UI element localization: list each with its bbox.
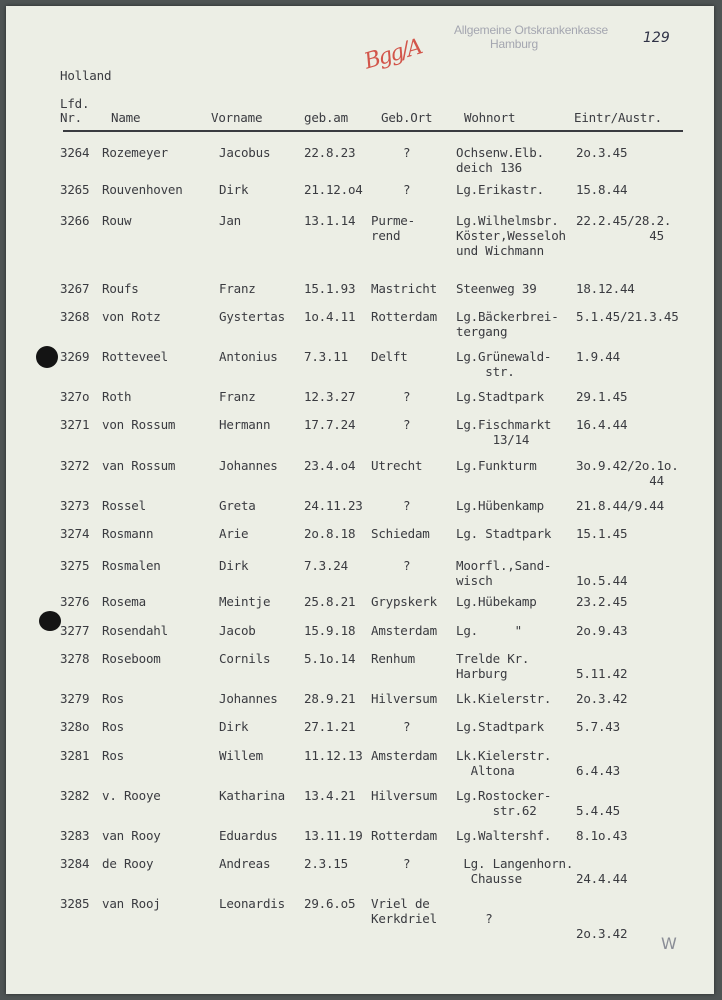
cell-geb: 5.1o.14 <box>304 651 356 666</box>
cell-ort: ? <box>403 389 411 404</box>
ink-blot <box>36 346 58 368</box>
ink-blot <box>39 611 61 631</box>
cell-nr: 327o <box>60 389 90 404</box>
cell-eintr: 1.9.44 <box>576 349 620 364</box>
col-nr: Nr. <box>60 110 82 125</box>
cell-eintr: 24.4.44 <box>576 871 628 886</box>
cell-name: v. Rooye <box>102 788 161 803</box>
cell-name: Rouw <box>102 213 132 228</box>
cell-geb: 29.6.o5 <box>304 896 356 911</box>
cell-vorname: Gystertas <box>219 309 285 324</box>
cell-geb: 13.4.21 <box>304 788 356 803</box>
cell-wohn: Lg.Waltershf. <box>456 828 552 843</box>
cell-ort: Renhum <box>371 651 415 666</box>
cell-ort: ? <box>403 719 411 734</box>
cell-wohn: Lg.Hübenkamp <box>456 498 544 513</box>
cell-name: Rouvenhoven <box>102 182 183 197</box>
cell-geb: 21.12.o4 <box>304 182 363 197</box>
cell-ort: Delft <box>371 349 408 364</box>
stamp-line-2: Hamburg <box>490 37 538 51</box>
cell-vorname: Eduardus <box>219 828 278 843</box>
cell-vorname: Antonius <box>219 349 278 364</box>
cell-geb: 2o.8.18 <box>304 526 356 541</box>
cell-wohn: Steenweg 39 <box>456 281 537 296</box>
cell-wohn: Trelde Kr. Harburg <box>456 651 530 681</box>
handwritten-signature: Bgg/A <box>361 34 424 75</box>
cell-ort: ? <box>403 856 411 871</box>
cell-nr: 3276 <box>60 594 90 609</box>
cell-wohn: Ochsenw.Elb. deich 136 <box>456 145 544 175</box>
cell-vorname: Jan <box>219 213 241 228</box>
cell-nr: 3284 <box>60 856 90 871</box>
cell-wohn: Lg. " <box>456 623 522 638</box>
cell-vorname: Jacob <box>219 623 256 638</box>
cell-geb: 12.3.27 <box>304 389 356 404</box>
cell-ort: Rotterdam <box>371 309 437 324</box>
cell-vorname: Franz <box>219 281 256 296</box>
cell-name: Rozemeyer <box>102 145 168 160</box>
col-ort: Geb.Ort <box>381 110 433 125</box>
cell-nr: 3277 <box>60 623 90 638</box>
cell-vorname: Leonardis <box>219 896 285 911</box>
col-nr-top: Lfd. <box>60 96 90 111</box>
cell-name: von Rotz <box>102 309 161 324</box>
cell-nr: 3285 <box>60 896 90 911</box>
cell-ort: Rotterdam <box>371 828 437 843</box>
cell-eintr: 22.2.45/28.2. 45 <box>576 213 672 243</box>
cell-nr: 3269 <box>60 349 90 364</box>
cell-vorname: Cornils <box>219 651 271 666</box>
cell-nr: 3283 <box>60 828 90 843</box>
cell-name: Ros <box>102 719 124 734</box>
cell-name: Roseboom <box>102 651 161 666</box>
cell-wohn: Lg.Erikastr. <box>456 182 544 197</box>
cell-eintr: 5.7.43 <box>576 719 620 734</box>
insurance-stamp <box>454 23 609 51</box>
cell-name: Rosendahl <box>102 623 168 638</box>
cell-nr: 328o <box>60 719 90 734</box>
document-page <box>6 6 714 994</box>
cell-nr: 3265 <box>60 182 90 197</box>
cell-nr: 3282 <box>60 788 90 803</box>
cell-name: Rotteveel <box>102 349 168 364</box>
cell-ort: Amsterdam <box>371 623 437 638</box>
cell-wohn: Lg. Stadtpark <box>456 526 552 541</box>
cell-wohn: Lg.Wilhelmsbr. Köster,Wesseloh und Wichmann <box>456 213 566 258</box>
cell-geb: 1o.4.11 <box>304 309 356 324</box>
cell-nr: 3273 <box>60 498 90 513</box>
cell-wohn: Lg.Fischmarkt 13/14 <box>456 417 552 447</box>
cell-vorname: Greta <box>219 498 256 513</box>
cell-geb: 13.11.19 <box>304 828 363 843</box>
cell-nr: 3275 <box>60 558 90 573</box>
cell-geb: 24.11.23 <box>304 498 363 513</box>
cell-nr: 3279 <box>60 691 90 706</box>
cell-name: Ros <box>102 691 124 706</box>
cell-eintr: 1o.5.44 <box>576 573 628 588</box>
cell-nr: 3268 <box>60 309 90 324</box>
cell-vorname: Jacobus <box>219 145 271 160</box>
cell-ort: ? <box>403 498 411 513</box>
cell-ort: Mastricht <box>371 281 437 296</box>
cell-eintr: 5.1.45/21.3.45 <box>576 309 679 324</box>
cell-wohn: ? <box>485 911 493 926</box>
cell-ort: Amsterdam <box>371 748 437 763</box>
cell-eintr: 15.1.45 <box>576 526 628 541</box>
cell-name: van Rooy <box>102 828 161 843</box>
cell-wohn: Lg.Bäckerbrei- tergang <box>456 309 559 339</box>
cell-eintr: 23.2.45 <box>576 594 628 609</box>
cell-ort: ? <box>403 145 411 160</box>
cell-eintr: 8.1o.43 <box>576 828 628 843</box>
cell-wohn: Lg. Langenhorn. Chausse <box>463 856 574 886</box>
cell-eintr: 2o.3.42 <box>576 926 628 941</box>
cell-nr: 3274 <box>60 526 90 541</box>
cell-wohn: Lk.Kielerstr. <box>456 691 552 706</box>
cell-name: Rossel <box>102 498 146 513</box>
cell-wohn: Lg.Hübekamp <box>456 594 537 609</box>
cell-geb: 22.8.23 <box>304 145 356 160</box>
cell-vorname: Dirk <box>219 558 249 573</box>
cell-geb: 7.3.11 <box>304 349 348 364</box>
cell-eintr: 2o.9.43 <box>576 623 628 638</box>
cell-eintr: 15.8.44 <box>576 182 628 197</box>
cell-name: von Rossum <box>102 417 176 432</box>
country-heading: Holland <box>60 68 112 83</box>
cell-ort: Vriel de Kerkdriel <box>371 896 437 926</box>
cell-geb: 27.1.21 <box>304 719 356 734</box>
cell-eintr: 5.4.45 <box>576 803 620 818</box>
cell-geb: 7.3.24 <box>304 558 348 573</box>
cell-vorname: Johannes <box>219 691 278 706</box>
cell-ort: Grypskerk <box>371 594 437 609</box>
header-rule <box>63 130 683 132</box>
cell-geb: 28.9.21 <box>304 691 356 706</box>
cell-geb: 25.8.21 <box>304 594 356 609</box>
cell-vorname: Johannes <box>219 458 278 473</box>
cell-vorname: Willem <box>219 748 263 763</box>
cell-geb: 17.7.24 <box>304 417 356 432</box>
cell-vorname: Dirk <box>219 719 249 734</box>
cell-eintr: 18.12.44 <box>576 281 635 296</box>
cell-name: Ros <box>102 748 124 763</box>
cell-ort: Utrecht <box>371 458 423 473</box>
corner-mark: W <box>661 934 677 953</box>
cell-ort: Hilversum <box>371 691 437 706</box>
cell-ort: Schiedam <box>371 526 430 541</box>
cell-ort: ? <box>403 558 411 573</box>
cell-eintr: 21.8.44/9.44 <box>576 498 664 513</box>
cell-name: Roufs <box>102 281 139 296</box>
cell-name: Rosema <box>102 594 146 609</box>
col-name: Name <box>111 110 141 125</box>
cell-eintr: 3o.9.42/2o.1o. 44 <box>576 458 679 488</box>
cell-name: de Rooy <box>102 856 154 871</box>
cell-name: Rosmalen <box>102 558 161 573</box>
cell-wohn: Moorfl.,Sand- wisch <box>456 558 552 588</box>
cell-nr: 3281 <box>60 748 90 763</box>
cell-name: van Rooj <box>102 896 161 911</box>
cell-vorname: Franz <box>219 389 256 404</box>
cell-vorname: Hermann <box>219 417 271 432</box>
cell-wohn: Lg.Rostocker- str.62 <box>456 788 552 818</box>
cell-nr: 3272 <box>60 458 90 473</box>
cell-name: Rosmann <box>102 526 154 541</box>
stamp-line-1: Allgemeine Ortskrankenkasse <box>454 23 609 37</box>
cell-eintr: 6.4.43 <box>576 763 620 778</box>
cell-eintr: 16.4.44 <box>576 417 628 432</box>
cell-name: van Rossum <box>102 458 176 473</box>
col-vorname: Vorname <box>211 110 263 125</box>
cell-vorname: Meintje <box>219 594 271 609</box>
cell-geb: 13.1.14 <box>304 213 356 228</box>
cell-ort: ? <box>403 417 411 432</box>
cell-wohn: Lk.Kielerstr. Altona <box>456 748 552 778</box>
cell-geb: 15.9.18 <box>304 623 356 638</box>
cell-wohn: Lg.Funkturm <box>456 458 537 473</box>
cell-nr: 3264 <box>60 145 90 160</box>
cell-geb: 15.1.93 <box>304 281 356 296</box>
cell-geb: 23.4.o4 <box>304 458 356 473</box>
cell-eintr: 29.1.45 <box>576 389 628 404</box>
cell-name: Roth <box>102 389 132 404</box>
cell-wohn: Lg.Grünewald- str. <box>456 349 552 379</box>
cell-nr: 3266 <box>60 213 90 228</box>
col-geb: geb.am <box>304 110 348 125</box>
cell-vorname: Arie <box>219 526 249 541</box>
cell-eintr: 5.11.42 <box>576 666 628 681</box>
cell-nr: 3271 <box>60 417 90 432</box>
cell-ort: ? <box>403 182 411 197</box>
cell-vorname: Andreas <box>219 856 271 871</box>
cell-eintr: 2o.3.45 <box>576 145 628 160</box>
cell-wohn: Lg.Stadtpark <box>456 389 544 404</box>
cell-geb: 2.3.15 <box>304 856 348 871</box>
cell-ort: Purme- rend <box>371 213 415 243</box>
page-number: 129 <box>643 30 670 46</box>
cell-nr: 3278 <box>60 651 90 666</box>
cell-wohn: Lg.Stadtpark <box>456 719 544 734</box>
cell-ort: Hilversum <box>371 788 437 803</box>
cell-vorname: Dirk <box>219 182 249 197</box>
col-wohnort: Wohnort <box>464 110 516 125</box>
cell-eintr: 2o.3.42 <box>576 691 628 706</box>
col-eintr: Eintr/Austr. <box>574 110 662 125</box>
cell-nr: 3267 <box>60 281 90 296</box>
cell-vorname: Katharina <box>219 788 285 803</box>
cell-geb: 11.12.13 <box>304 748 363 763</box>
